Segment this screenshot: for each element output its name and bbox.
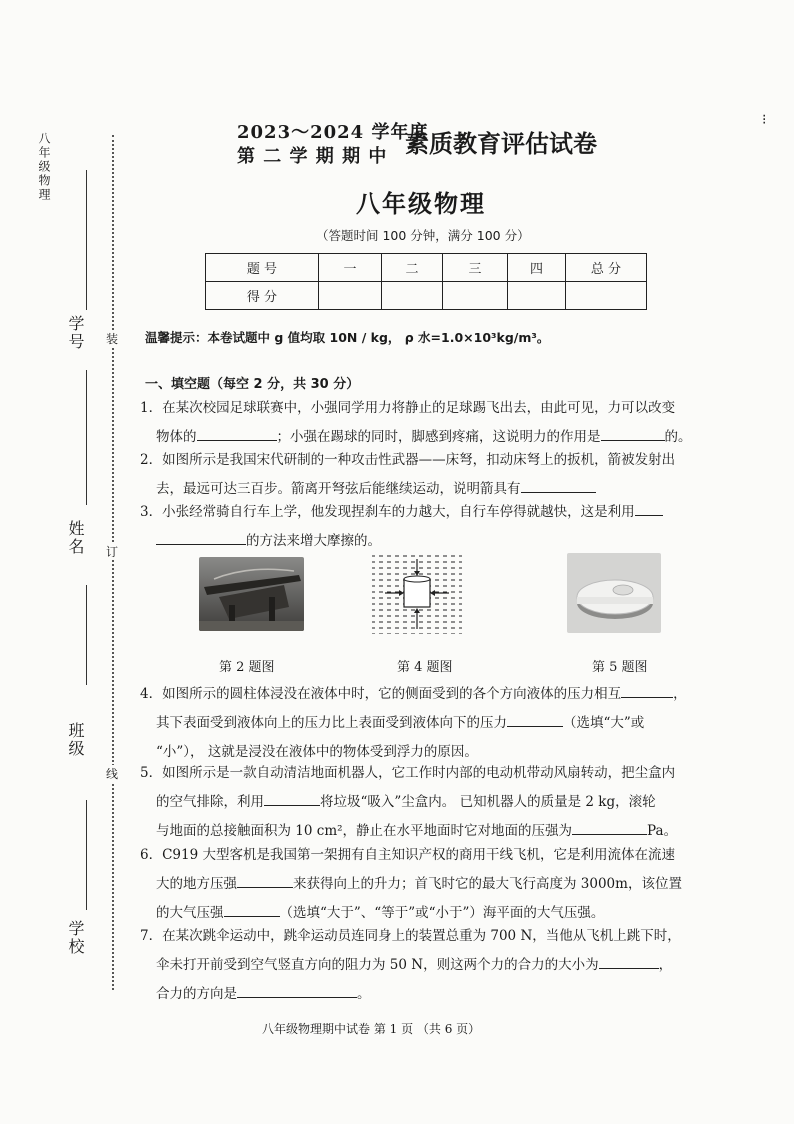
figure-4-caption: 第 4 题图 bbox=[397, 660, 453, 675]
exam-tip: 温馨提示：本卷试题中 g 值均取 10N / kg， ρ 水=1.0×10³kg/m³。 bbox=[145, 330, 550, 345]
exam-title: 素质教育评估试卷 bbox=[405, 129, 597, 158]
school-label: 学校 bbox=[66, 920, 85, 956]
student-id-line bbox=[86, 170, 87, 310]
score-cell bbox=[508, 282, 566, 310]
score-cell bbox=[319, 282, 382, 310]
score-cell bbox=[382, 282, 443, 310]
school-line bbox=[86, 800, 87, 910]
corner-mark: ⁝ bbox=[762, 112, 767, 128]
question-4: 4．如图所示的圆柱体浸没在液体中时，它的侧面受到的各个方向液体的压力相互 ， 其下表面受到液体向上的压力比上表面受到液体向下的压力 （选填“大”或 “小”）， 这就是浸没在液体中的物体受到浮力的原因。 bbox=[140, 680, 715, 767]
score-cell bbox=[566, 282, 647, 310]
binding-char-ding: 订 bbox=[106, 545, 119, 559]
student-id-label: 学号 bbox=[66, 315, 85, 351]
name-label: 姓名 bbox=[66, 520, 85, 556]
answer-blank[interactable] bbox=[599, 954, 659, 969]
question-7: 7．在某次跳伞运动中，跳伞运动员连同身上的装置总重为 700 N，当他从飞机上跳下时， 伞未打开前受到空气竖直方向的阻力为 50 N，则这两个力的合力的大小为 ， 合力的方向是 。 bbox=[140, 928, 681, 1002]
exam-time-note: （答题时间 100 分钟，满分 100 分） bbox=[316, 228, 530, 243]
answer-blank[interactable] bbox=[197, 426, 277, 441]
figure-5-caption: 第 5 题图 bbox=[592, 660, 648, 675]
exam-subject: 八年级物理 bbox=[356, 189, 486, 218]
answer-blank[interactable] bbox=[224, 902, 280, 917]
binding-char-xian: 线 bbox=[106, 767, 119, 781]
score-header-cell: 题 号 bbox=[206, 254, 319, 282]
score-header-cell: 一 bbox=[319, 254, 382, 282]
robot-vacuum-photo bbox=[567, 553, 661, 633]
margin-subject: 八年级物理 bbox=[37, 132, 51, 202]
answer-blank[interactable] bbox=[601, 426, 665, 441]
figure-2-caption: 第 2 题图 bbox=[219, 660, 275, 675]
question-6: 6．C919 大型客机是我国第一架拥有自主知识产权的商用干线飞机，它是利用流体在流速 大的地方压强 来获得向上的升力；首飞时它的最大飞行高度为 3000m，该位置 的大气压强 （选填“大于”、“等于”或“小于”）海平面的大气压强。 bbox=[140, 847, 682, 921]
question-5: 5．如图所示是一款自动清洁地面机器人，它工作时内部的电动机带动风扇转动，把尘盒内 的空气排除，利用 将垃圾“吸入”尘盒内。 已知机器人的质量是 2 kg，滚轮 与地面的总接触面积为 10 cm²，静止在水平地面时它对地面的压强为 Pa。 bbox=[140, 765, 678, 839]
name-line bbox=[86, 370, 87, 505]
section-1-heading: 一、填空题（每空 2 分，共 30 分） bbox=[145, 377, 360, 392]
question-1: 1．在某次校园足球联赛中，小强同学用力将静止的足球踢飞出去，由此可见，力可以改变 物体的 ；小强在踢球的同时，脚感到疼痛，这说明力的作用是 的。 bbox=[140, 394, 715, 452]
class-line bbox=[86, 585, 87, 685]
answer-blank[interactable] bbox=[572, 820, 647, 835]
score-header-cell: 二 bbox=[382, 254, 443, 282]
class-label: 班级 bbox=[66, 722, 85, 758]
binding-char-zhuang: 装 bbox=[106, 332, 119, 346]
exam-year: 2023～2024 学年度 bbox=[237, 122, 429, 143]
answer-blank[interactable] bbox=[237, 873, 293, 888]
score-cell bbox=[443, 282, 508, 310]
question-3: 3．小张经常骑自行车上学，他发现捏刹车的力越大，自行车停得就越快，这是利用 的方法来增大摩擦的。 bbox=[140, 498, 715, 556]
answer-blank[interactable] bbox=[621, 683, 673, 698]
crossbow-photo bbox=[199, 557, 304, 631]
answer-blank[interactable] bbox=[521, 478, 596, 493]
score-row-label: 得 分 bbox=[206, 282, 319, 310]
answer-blank[interactable] bbox=[156, 530, 246, 545]
page-footer: 八年级物理期中试卷 第 1 页 （共 6 页） bbox=[262, 1022, 481, 1036]
question-1-line-1: 1．在某次校园足球联赛中，小强同学用力将静止的足球踢飞出去，由此可见，力可以改变 bbox=[140, 400, 676, 416]
answer-blank[interactable] bbox=[264, 791, 320, 806]
answer-blank[interactable] bbox=[635, 501, 663, 516]
binding-dotted-line bbox=[112, 135, 114, 990]
score-table bbox=[205, 253, 647, 310]
question-2: 2．如图所示是我国宋代研制的一种攻击性武器——床弩，扣动床弩上的扳机，箭被发射出 去，最远可达三百步。箭离开弩弦后能继续运动，说明箭具有 bbox=[140, 452, 676, 497]
score-header-cell: 四 bbox=[508, 254, 566, 282]
score-header-cell: 三 bbox=[443, 254, 508, 282]
score-header-cell: 总 分 bbox=[566, 254, 647, 282]
exam-semester: 第 二 学 期 期 中 bbox=[237, 146, 388, 167]
cylinder-in-liquid-diagram bbox=[371, 553, 463, 635]
answer-blank[interactable] bbox=[237, 983, 357, 998]
answer-blank[interactable] bbox=[507, 712, 563, 727]
